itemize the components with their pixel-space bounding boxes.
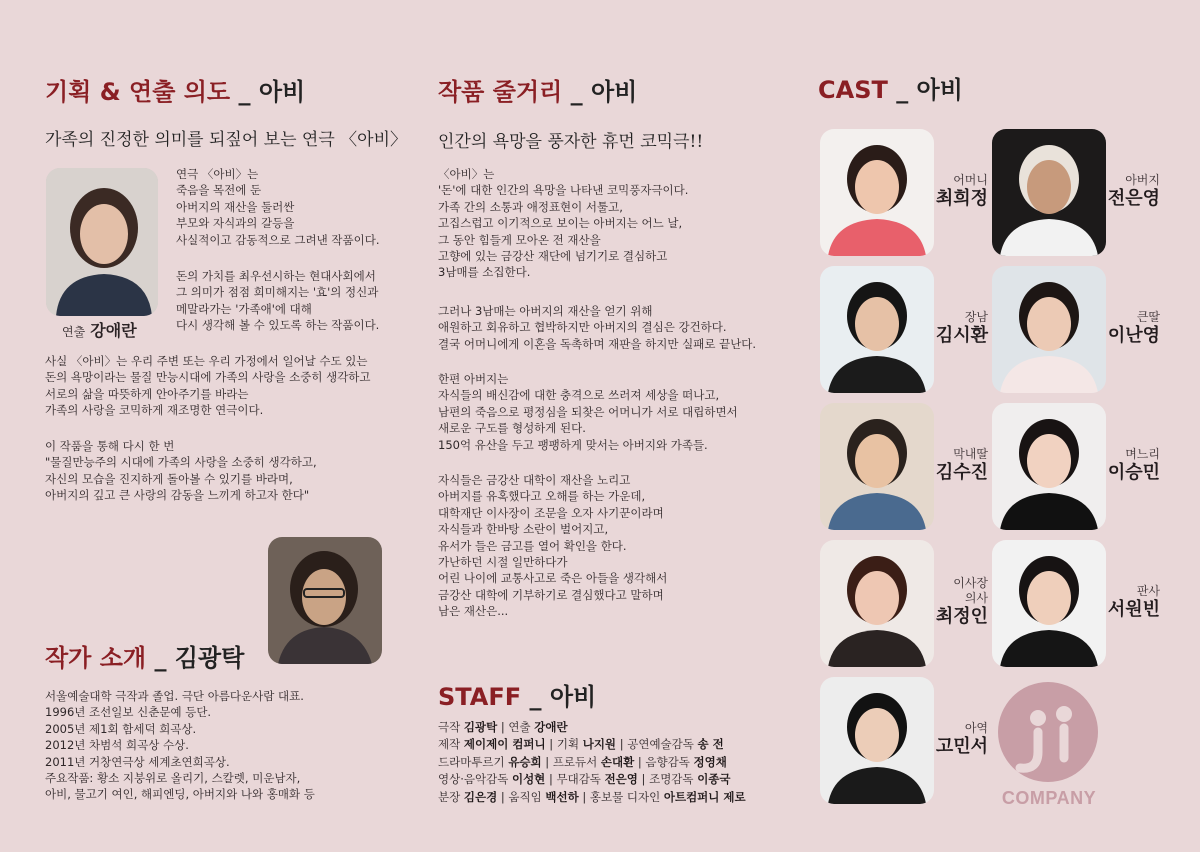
staff-name: 제이제이 컴퍼니 (463, 737, 546, 752)
writer-photo (268, 537, 382, 664)
staff-role: | 기획 (545, 737, 583, 752)
staff-name: 백선하 (545, 789, 579, 804)
cast-role: 며느리 (1125, 447, 1160, 461)
staff-name: 유승희 (508, 754, 542, 769)
cast-label (936, 447, 988, 484)
cast-role: 이사장 의사 (953, 576, 988, 605)
staff-role: | 음향감독 (634, 754, 694, 769)
staff-role: | 연출 (497, 720, 535, 734)
cast-name: 최희정 (935, 188, 988, 209)
cast-label (936, 310, 988, 347)
staff-line (438, 719, 746, 736)
staff-role: | 조명감독 (637, 772, 698, 787)
cast-label (936, 173, 988, 210)
staff-name: 이성현 (511, 772, 546, 787)
cast-photo (992, 540, 1106, 667)
staff-role: 분장 (438, 789, 464, 804)
direction-paragraph-1: 연극 〈아비〉는 죽음을 목전에 둔 아버지의 재산을 둘러싼 부모와 자식과의 갈등을 사실적이고 감동적으로 그려낸 작품이다. (176, 167, 380, 247)
staff-name: 전은영 (604, 772, 638, 787)
cast-role: 판사 (1136, 584, 1160, 598)
staff-name: 김광탁 (463, 720, 498, 734)
director-caption (62, 318, 137, 341)
cast-photo (992, 129, 1106, 256)
cast-title-main: CAST (818, 76, 888, 104)
company-logo (990, 678, 1108, 808)
direction-paragraph-2: 돈의 가치를 최우선시하는 현대사회에서 그 의미가 점점 희미해지는 '효'의 정신과 메말라가는 '가족애'에 대해 다시 생각해 볼 수 있도록 하는 작품이다. (176, 269, 380, 333)
cast-photo (820, 266, 934, 393)
director-role: 연출 (62, 325, 86, 339)
staff-line (438, 754, 746, 771)
direction-subtitle: 가족의 진정한 의미를 되짚어 보는 연극 〈아비〉 (45, 130, 408, 150)
cast-role: 아버지 (1125, 173, 1160, 187)
cast-label (1108, 584, 1160, 621)
cast-label (936, 576, 988, 628)
cast-name: 전은영 (1107, 188, 1160, 209)
direction-title-suffix: _ 아비 (238, 78, 306, 106)
writer-title-main: 작가 소개 (45, 644, 147, 672)
direction-paragraph-3: 사실 〈아비〉는 우리 주변 또는 우리 가정에서 일어날 수도 있는 돈의 욕망이라는 물질 만능시대에 가족의 사랑을 소중히 생각하고 서로의 삶을 따뜻하게 안아주기를 바라는 가족의 사랑을 코믹하게 재조명한 연극이다. (45, 354, 371, 418)
cast-role: 아역 (964, 721, 988, 735)
staff-name: 손대환 (600, 754, 635, 769)
staff-role: 극작 (438, 720, 464, 734)
staff-role: | 홍보물 디자인 (578, 789, 664, 804)
cast-role: 어머니 (953, 173, 988, 187)
director-photo (46, 168, 158, 316)
cast-name: 고민서 (935, 736, 988, 757)
staff-role: | 공연예술감독 (616, 737, 698, 752)
cast-name: 김수진 (935, 462, 988, 483)
staff-role: 드라마투르기 (438, 754, 509, 769)
synopsis-title-main: 작품 줄거리 (438, 78, 563, 106)
cast-name: 최정인 (935, 606, 988, 627)
synopsis-paragraph-2: 그러나 3남매는 아버지의 재산을 얻기 위해 애원하고 회유하고 협박하지만 아버지의 결심은 강건하다. 결국 어머니에게 이혼을 독촉하며 재판을 하지만 실패로 끝난다. (438, 304, 757, 351)
cast-section-title (818, 70, 963, 105)
staff-role: | 움직임 (497, 789, 546, 804)
cast-label (1108, 310, 1160, 347)
cast-role: 장남 (964, 310, 988, 324)
synopsis-section-title (438, 72, 637, 107)
cast-photo (820, 403, 934, 530)
cast-photo (992, 403, 1106, 530)
cast-name: 이승민 (1107, 462, 1160, 483)
writer-section-title (45, 638, 244, 673)
direction-title-main: 기획 & 연출 의도 (45, 78, 231, 106)
staff-line (438, 736, 746, 753)
direction-paragraph-4: 이 작품을 통해 다시 한 번 "물질만능주의 시대에 가족의 사랑을 소중히 생각하고, 자신의 모습을 진지하게 돌아볼 수 있기를 바라며, 아버지의 깊고 큰 사랑의 감동을 느끼게 하고자 한다" (45, 439, 317, 503)
staff-line (438, 771, 746, 788)
cast-name: 이난영 (1107, 325, 1160, 346)
synopsis-paragraph-1: 〈아비〉는 '돈'에 대한 인간의 욕망을 나타낸 코믹풍자극이다. 가족 간의 소통과 애정표현이 서툴고, 고집스럽고 이기적으로 보이는 아버지는 어느 날, 그 동안 힘들게 모아온 전 재산을 고향에 있는 금강산 재단에 넘기기로 결심하고 3남매를 소집한다. (438, 167, 689, 280)
synopsis-paragraph-3: 한편 아버지는 자식들의 배신감에 대한 충격으로 쓰러져 세상을 떠나고, 남편의 죽음으로 평정심을 되찾은 어머니가 서로 대립하면서 새로운 구도를 형성하게 된다. 150억 유산을 두고 팽팽하게 맞서는 아버지와 가족들. (438, 372, 738, 452)
staff-list (438, 719, 746, 806)
staff-role: | 프로듀서 (541, 754, 601, 769)
cast-title-suffix: _ 아비 (896, 76, 963, 104)
writer-title-suffix: _ 김광탁 (154, 644, 245, 672)
cast-photo (820, 540, 934, 667)
cast-name: 김시환 (935, 325, 988, 346)
director-name: 강애란 (90, 321, 137, 340)
staff-name: 이종국 (697, 772, 731, 787)
cast-label (1108, 173, 1160, 210)
staff-role: | 무대감독 (545, 772, 605, 787)
company-logo-text: COMPANY (1001, 788, 1097, 808)
staff-name: 강애란 (534, 720, 568, 734)
cast-label (936, 721, 988, 758)
company-logo-icon (990, 678, 1108, 782)
staff-line (438, 789, 746, 806)
cast-role: 큰딸 (1136, 310, 1160, 324)
cast-name: 서원빈 (1107, 599, 1160, 620)
synopsis-paragraph-4: 자식들은 금강산 대학이 재산을 노리고 아버지를 유혹했다고 오해를 하는 가운데, 대학재단 이사장이 조문을 오자 사기꾼이라며 자식들과 한바탕 소란이 벌어지고, 유서가 들은 금고를 열어 확인을 한다. 가난하던 시절 일만하다가 어린 나이에 교통사고로 죽은 아들을 생각해서 금강산 대학에 기부하기로 결심했다고 말하며 남은 재산은... (438, 473, 668, 619)
staff-name: 정영채 (693, 754, 727, 769)
cast-photo (820, 129, 934, 256)
staff-name: 김은경 (463, 789, 498, 804)
staff-name: 송 전 (697, 737, 724, 752)
staff-name: 나지원 (582, 737, 617, 752)
staff-role: 제작 (438, 737, 464, 752)
staff-title-main: STAFF (438, 683, 522, 711)
synopsis-title-suffix: _ 아비 (570, 78, 638, 106)
writer-bio: 서울예술대학 극작과 졸업. 극단 아름다운사람 대표. 1996년 조선일보 신춘문예 등단. 2005년 제1회 함세덕 희곡상. 2012년 차범석 희곡상 수상. 2011년 거창연극상 세계초연희곡상. 주요작품: 황소 지붕위로 올리기, 스칼렛, 미운남자, 아비, 물고기 여인, 해피엔딩, 아버지와 나와 홍매화 등 (45, 689, 315, 802)
cast-role: 막내딸 (953, 447, 988, 461)
cast-photo (992, 266, 1106, 393)
staff-section-title (438, 677, 596, 712)
staff-title-suffix: _ 아비 (529, 683, 597, 711)
synopsis-subtitle: 인간의 욕망을 풍자한 휴먼 코믹극!! (438, 132, 704, 152)
cast-label (1108, 447, 1160, 484)
cast-photo (820, 677, 934, 804)
staff-role: 영상·음악감독 (438, 772, 512, 787)
staff-name: 아트컴퍼니 제로 (663, 789, 746, 804)
direction-section-title (45, 72, 305, 107)
